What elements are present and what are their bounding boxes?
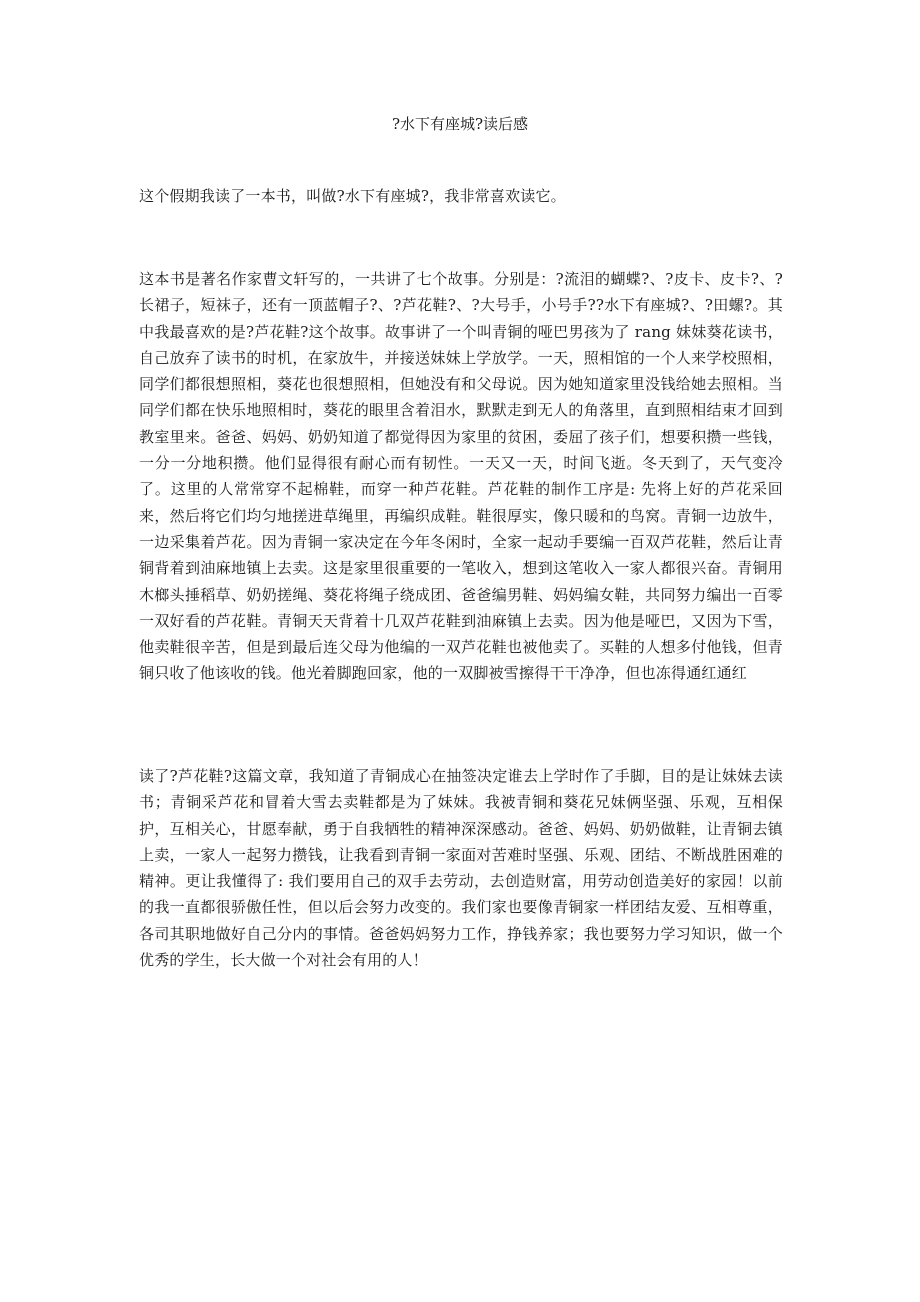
paragraph-reflection: 读了?芦花鞋?这篇文章，我知道了青铜成心在抽签决定谁去上学时作了手脚，目的是让妹妹去读书；青铜采芦花和冒着大雪去卖鞋都是为了妹妹。我被青铜和葵花兄妹俩坚强、乐观，互相保护，互相关心，甘愿奉献，勇于自我牺牲的精神深深感动。爸爸、妈妈、奶奶做鞋，让青铜去镇上卖，一家人一起努力攒钱，让我看到青铜一家面对苦难时坚强、乐观、团结、不断战胜困难的精神。更让我懂得了: 我们要用自己的双手去劳动，去创造财富，用劳动创造美好的家园！以前的我一直都很骄傲任性，但以后会努力改变的。我们家也要像青铜家一样团结友爱、互相尊重，各司其职地做好自己分内的事情。爸爸妈妈努力工作，挣钱养家；我也要努力学习知识，做一个优秀的学生，长大做一个对社会有用的人！ [139,767,783,970]
paragraph-intro: 这个假期我读了一本书，叫做?水下有座城?，我非常喜欢读它。 [139,187,566,205]
document-title: ?水下有座城?读后感 [391,115,529,133]
paragraph-summary: 这本书是著名作家曹文轩写的，一共讲了七个故事。分别是：?流泪的蝴蝶?、?皮卡、皮卡?、?长裙子，短袜子，还有一顶蓝帽子?、?芦花鞋?、?大号手，小号手??水下有座城?、?田螺?。其中我最喜欢的是?芦花鞋?这个故事。故事讲了一个叫青铜的哑巴男孩为了 rang 妹妹葵花读书，自己放弃了读书的时机，在家放牛，并接送妹妹上学放学。一天，照相馆的一个人来学校照相，同学们都很想照相，葵花也很想照相，但她没有和父母说。因为她知道家里没钱给她去照相。当同学们都在快乐地照相时，葵花的眼里含着泪水，默默走到无人的角落里，直到照相结束才回到教室里来。爸爸、妈妈、奶奶知道了都觉得因为家里的贫困，委屈了孩子们，想要积攒一些钱，一分一分地积攒。他们显得很有耐心而有韧性。一天又一天，时间飞逝。冬天到了，天气变冷了。这里的人常常穿不起棉鞋，而穿一种芦花鞋。芦花鞋的制作工序是: 先将上好的芦花采回来，然后将它们均匀地搓进草绳里，再编织成鞋。鞋很厚实，像只暖和的鸟窝。青铜一边放牛，一边采集着芦花。因为青铜一家决定在今年冬闲时，全家一起动手要编一百双芦花鞋，然后让青铜背着到油麻地镇上去卖。这是家里很重要的一笔收入，想到这笔收入一家人都很兴奋。青铜用木榔头捶稻草、奶奶搓绳、葵花将绳子绕成团、爸爸编男鞋、妈妈编女鞋，共同努力编出一百零一双好看的芦花鞋。青铜天天背着十几双芦花鞋到油麻镇上去卖。因为他是哑巴，又因为下雪，他卖鞋很辛苦，但是到最后连父母为他编的一双芦花鞋也被他卖了。买鞋的人想多付他钱，但青铜只收了他该收的钱。他光着脚跑回家，他的一双脚被雪擦得干干净净，但也冻得通红通红 [139,270,783,683]
